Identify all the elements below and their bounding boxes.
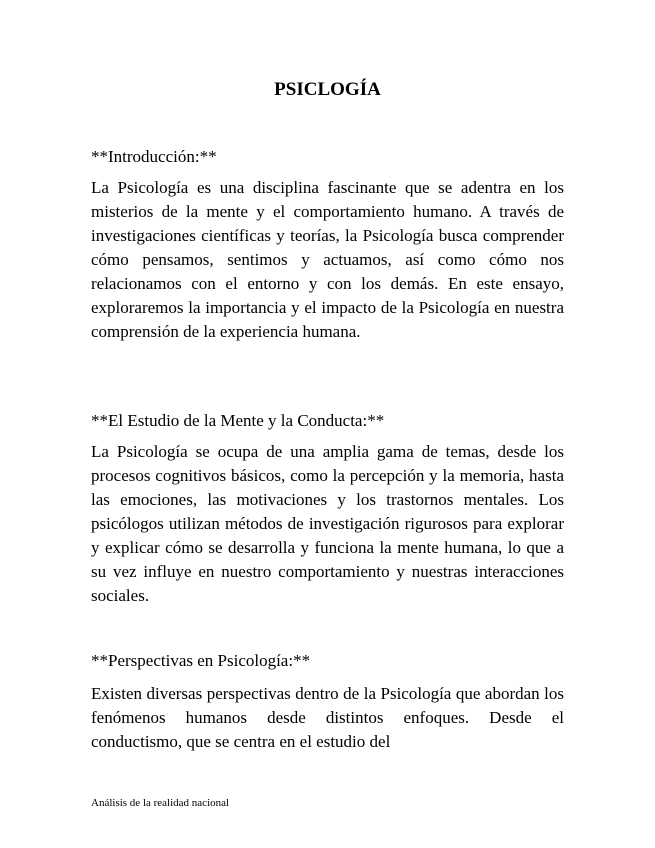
paragraph-perspectivas: Existen diversas perspectivas dentro de la Psicología que abordan los fenómenos humanos desde distintos enfoques. Desde el conductismo, que se centra en el estudio del	[91, 684, 564, 751]
section-heading-estudio-mente: **El Estudio de la Mente y la Conducta:**	[91, 411, 385, 430]
page-title: PSICLOGÍA	[274, 79, 381, 100]
paragraph-estudio-mente: La Psicología se ocupa de una amplia gama de temas, desde los procesos cognitivos básicos, como la percepción y la memoria, hasta las emociones, las motivaciones y los trastornos mentales. Los psicólogos utilizan métodos de investigación rigurosos para explorar y explicar cómo se desarrolla y funciona la mente humana, lo que a su vez influye en nuestro comportamiento y nuestras interacciones sociales.	[91, 442, 564, 605]
page-footer: Análisis de la realidad nacional	[91, 797, 230, 809]
paragraph-introduccion: La Psicología es una disciplina fascinante que se adentra en los misterios de la mente y el comportamiento humano. A través de investigaciones científicas y teorías, la Psicología busca comprender cómo pensamos, sentimos y actuamos, así como cómo nos relacionamos con el entorno y con los demás. En este ensayo, exploraremos la importancia y el impacto de la Psicología en nuestra comprensión de la experiencia humana.	[91, 178, 564, 341]
section-heading-introduccion: **Introducción:**	[91, 147, 217, 166]
section-heading-perspectivas: **Perspectivas en Psicología:**	[91, 651, 311, 670]
